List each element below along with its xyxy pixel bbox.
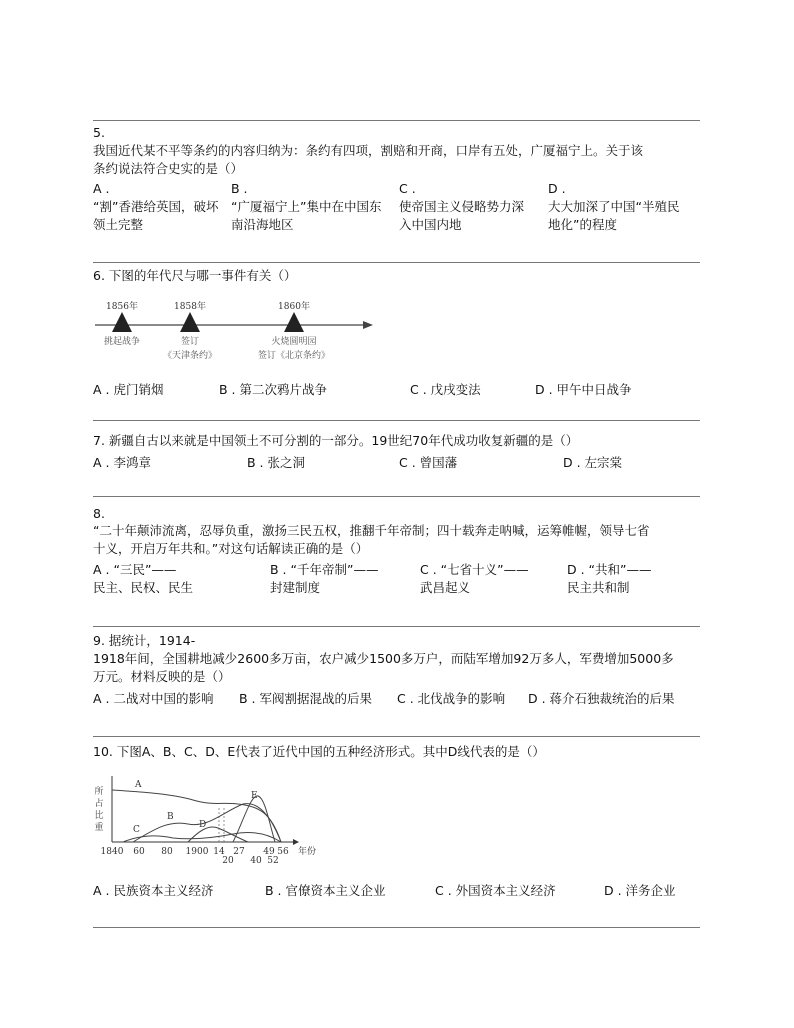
series-label-e: E <box>251 791 258 801</box>
timeline-event-1860-sub: 签订《北京条约》 <box>257 351 331 361</box>
option-d[interactable]: D . 左宗棠 <box>563 455 623 470</box>
chart-ylabel: 占 <box>94 799 104 809</box>
separator <box>93 262 700 263</box>
x-tick: 27 <box>233 847 245 857</box>
timeline-arrow <box>363 321 373 329</box>
series-label-a: A <box>135 780 142 790</box>
chart-x-arrow <box>293 839 299 845</box>
question-stem: 1918年间，全国耕地减少2600多万亩，农户减少1500多万户，而陆军增加92万多人，军费增加5000多 <box>93 651 674 666</box>
question-stem: 10. 下图A、B、C、D、E代表了近代中国的五种经济形式。其中D线代表的是（） <box>93 744 545 759</box>
separator <box>93 927 700 928</box>
question-stem: 6. 下图的年代尺与哪一事件有关（） <box>93 268 297 283</box>
option-c[interactable]: C . “七省十义”—— 武昌起义 <box>420 562 529 595</box>
option-b[interactable]: B . 张之洞 <box>247 455 305 470</box>
option-d[interactable]: D . “共和”—— 民主共和制 <box>567 562 652 595</box>
option-a[interactable]: A . “割”香港给英国，破坏 领土完整 <box>93 181 219 232</box>
timeline-marker-1856 <box>112 312 132 332</box>
question-number: 8. <box>93 506 105 521</box>
option-c[interactable]: C . 北伐战争的影响 <box>397 691 506 706</box>
option-b[interactable]: B . 军阀割据混战的后果 <box>239 691 372 706</box>
option-c[interactable]: C . 外国资本主义经济 <box>435 883 556 898</box>
separator <box>93 736 700 737</box>
x-tick: 60 <box>133 847 145 857</box>
series-e-line <box>233 796 275 842</box>
timeline-event-1858: 签订 <box>180 337 200 347</box>
timeline-marker-1860 <box>284 312 304 332</box>
x-tick: 56 <box>277 847 289 857</box>
series-label-c: C <box>133 825 140 835</box>
timeline-year-1858: 1858年 <box>174 302 206 312</box>
x-tick: 52 <box>267 856 279 866</box>
chart-ylabel: 重 <box>94 823 104 833</box>
option-c[interactable]: C . 曾国藩 <box>399 455 458 470</box>
question-stem: 9. 据统计，1914- <box>93 633 196 648</box>
x-tick: 20 <box>222 856 234 866</box>
timeline-marker-1858 <box>180 312 200 332</box>
question-stem: 万元。材料反映的是（） <box>93 669 231 684</box>
question-number: 5. <box>93 125 105 140</box>
series-label-b: B <box>167 812 174 822</box>
question-stem: “二十年颠沛流离，忍辱负重，激扬三民五权，推翻千年帝制；四十载奔走呐喊，运筹帷幄，领导七省 <box>93 523 650 538</box>
option-d[interactable]: D . 蒋介石独裁统治的后果 <box>528 691 675 706</box>
timeline-event-1856: 挑起战争 <box>103 337 141 347</box>
option-c[interactable]: C . 戊戌变法 <box>410 382 481 397</box>
timeline-event-1860: 火烧圆明园 <box>271 337 317 347</box>
chart-ylabel: 所 <box>94 787 104 797</box>
option-a[interactable]: A . 李鸿章 <box>93 455 151 470</box>
x-tick: 1900 <box>185 847 209 857</box>
option-a[interactable]: A . “三民”—— 民主、民权、民生 <box>93 562 194 595</box>
question-stem: 我国近代某不平等条约的内容归纳为：条约有四项，割赔和开商，口岸有五处，广厦福宁上。关于该 <box>93 143 644 158</box>
option-a[interactable]: A . 二战对中国的影响 <box>93 691 214 706</box>
timeline-year-1860: 1860年 <box>278 302 310 312</box>
question-stem: 十义，开启万年共和。”对这句话解读正确的是（） <box>93 541 369 556</box>
separator <box>93 626 700 627</box>
x-tick: 40 <box>250 856 262 866</box>
question-stem: 条约说法符合史实的是（） <box>93 161 244 176</box>
separator <box>93 120 700 121</box>
option-d[interactable]: D . 大大加深了中国“半殖民 地化”的程度 <box>548 181 680 232</box>
timeline-event-1858-sub: 《天津条约》 <box>162 351 218 361</box>
option-b[interactable]: B . 第二次鸦片战争 <box>219 382 327 397</box>
chart-ylabel: 比 <box>94 811 104 821</box>
separator <box>93 496 700 497</box>
option-b[interactable]: B . “广厦福宁上”集中在中国东 南沿海地区 <box>231 181 382 232</box>
separator <box>93 420 700 421</box>
x-tick: 49 <box>263 847 275 857</box>
option-c[interactable]: C . 使帝国主义侵略势力深 入中国内地 <box>399 181 525 232</box>
option-a[interactable]: A . 虎门销烟 <box>93 382 164 397</box>
question-stem: 7. 新疆自古以来就是中国领土不可分割的一部分。19世纪70年代成功收复新疆的是（） <box>93 433 579 448</box>
option-d[interactable]: D . 洋务企业 <box>604 883 676 898</box>
option-a[interactable]: A . 民族资本主义经济 <box>93 883 214 898</box>
timeline-figure <box>93 298 383 368</box>
option-d[interactable]: D . 甲午中日战争 <box>535 382 632 397</box>
economy-chart <box>93 772 333 868</box>
option-b[interactable]: B . 官僚资本主义企业 <box>265 883 386 898</box>
chart-xlabel: 年份 <box>298 847 317 857</box>
x-tick: 14 <box>213 847 225 857</box>
x-tick: 80 <box>161 847 173 857</box>
series-label-d: D <box>199 820 207 830</box>
option-b[interactable]: B . “千年帝制”—— 封建制度 <box>270 562 379 595</box>
x-tick: 1840 <box>100 847 124 857</box>
timeline-year-1856: 1856年 <box>106 302 138 312</box>
